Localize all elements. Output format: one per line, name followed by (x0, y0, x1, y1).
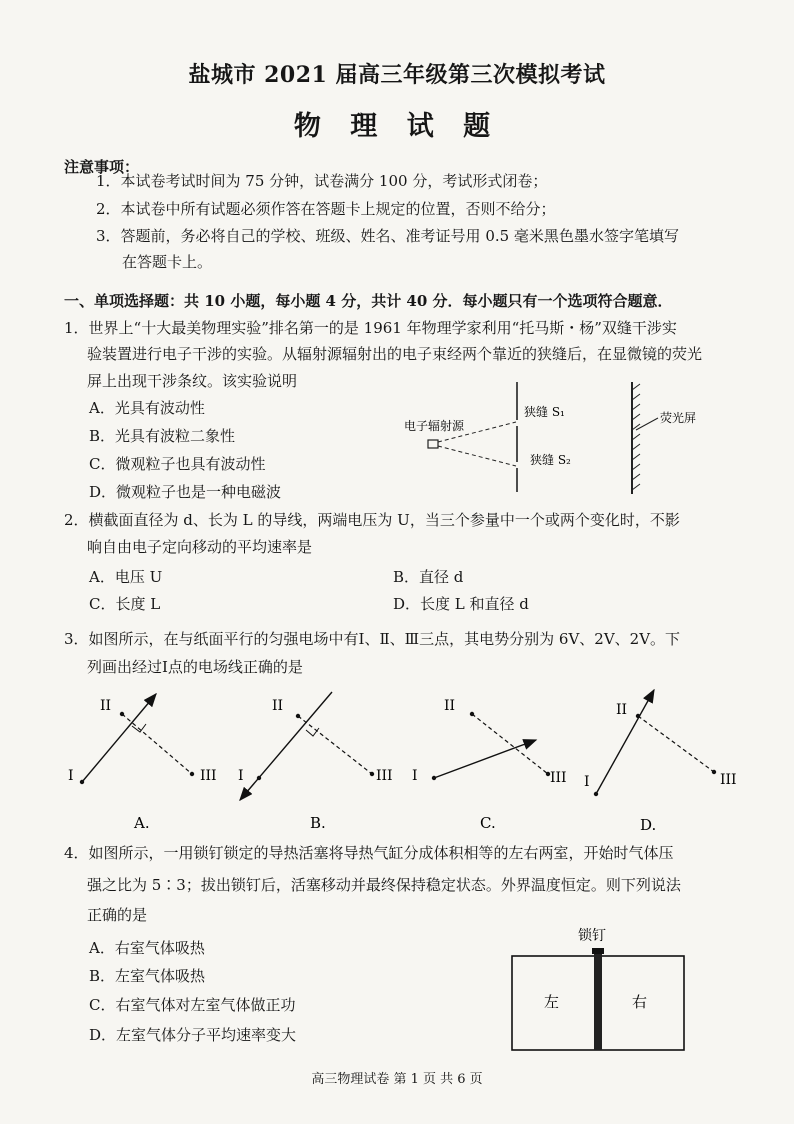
notice-item: 2．本试卷中所有试题必须作答在答题卡上规定的位置，否则不给分； (96, 200, 556, 218)
double-slit-figure (400, 378, 730, 498)
q1-option-c: C．微观粒子也具有波动性 (89, 455, 266, 473)
notice-item: 1．本试卷考试时间为 75 分钟，试卷满分 100 分，考试形式闭卷； (96, 172, 548, 190)
q3-stem: 列画出经过Ⅰ点的电场线正确的是 (87, 658, 303, 676)
slit2-label: 狭缝 S₂ (530, 453, 571, 467)
notice-item: 3．答题前，务必将自己的学校、班级、姓名、准考证号用 0.5 毫米黑色墨水签字笔填写 (96, 227, 679, 245)
cylinder-figure (508, 926, 688, 1056)
source-label: 电子辐射源 (404, 419, 465, 433)
page-footer: 高三物理试卷 第 1 页 共 6 页 (311, 1072, 483, 1087)
q1-option-a: A．光具有波动性 (89, 399, 205, 417)
q2-stem: 2．横截面直径为 d、长为 L 的导线，两端电压为 U，当三个参量中一个或两个变化时，不影 (64, 511, 680, 529)
q2-option-d: D．长度 L 和直径 d (393, 595, 529, 613)
figure-b (238, 692, 393, 832)
left-chamber-label: 左 (544, 993, 560, 1011)
label-p1: I (68, 768, 74, 784)
exam-title: 盐城市 2021 届高三年级第三次模拟考试 (188, 62, 606, 88)
option-label-d: D. (640, 816, 657, 834)
q2-option-b: B．直径 d (393, 568, 464, 586)
option-label-c: C. (480, 814, 496, 832)
q4-stem: 强之比为 5∶3；拔出锁钉后，活塞移动并最终保持稳定状态。外界温度恒定。则下列说法 (87, 876, 681, 894)
label-p1: I (412, 768, 418, 784)
screen-label: 荧光屏 (660, 411, 697, 425)
q2-stem: 响自由电子定向移动的平均速率是 (87, 538, 313, 556)
figure-a (68, 694, 217, 832)
figure-c (412, 698, 567, 832)
label-p3: III (200, 768, 217, 784)
pin-label: 锁钉 (578, 928, 606, 944)
field-line-figures (60, 688, 750, 838)
q4-stem: 4．如图所示，一用锁钉锁定的导热活塞将导热气缸分成体积相等的左右两室，开始时气体压 (64, 844, 674, 862)
q3-stem: 3．如图所示，在与纸面平行的匀强电场中有Ⅰ、Ⅱ、Ⅲ三点，其电势分别为 6V、2V、2V。下 (64, 630, 681, 648)
q1-stem: 验装置进行电子干涉的实验。从辐射源辐射出的电子束经两个靠近的狭缝后，在显微镜的荧光 (87, 345, 703, 363)
label-p2: II (444, 698, 456, 714)
label-p1: I (584, 774, 590, 790)
q1-stem: 屏上出现干涉条纹。该实验说明 (87, 372, 298, 390)
q4-option-c: C．右室气体对左室气体做正功 (89, 996, 296, 1014)
slit1-label: 狭缝 S₁ (524, 405, 565, 419)
q1-option-b: B．光具有波粒二象性 (89, 427, 236, 445)
right-chamber-label: 右 (632, 993, 648, 1011)
notice-heading: 注意事项： (64, 158, 140, 176)
option-label-b: B. (310, 814, 326, 832)
q2-option-c: C．长度 L (89, 595, 161, 613)
notice-item: 在答题卡上。 (122, 253, 213, 271)
option-label-a: A. (134, 814, 150, 832)
q4-stem: 正确的是 (87, 906, 148, 924)
label-p3: III (720, 772, 737, 788)
label-p2: II (100, 698, 112, 714)
figure-d (584, 690, 737, 834)
q4-option-a: A．右室气体吸热 (89, 939, 205, 957)
section-heading: 一、单项选择题：共 10 小题，每小题 4 分，共计 40 分．每小题只有一个选项符合题意． (64, 292, 673, 310)
subject-title: 物 理 试 题 (293, 111, 501, 142)
label-p1: I (238, 768, 244, 784)
label-p3: III (550, 770, 567, 786)
q4-option-b: B．左室气体吸热 (89, 967, 206, 985)
q4-option-d: D．左室气体分子平均速率变大 (89, 1026, 297, 1044)
q1-option-d: D．微观粒子也是一种电磁波 (89, 483, 282, 501)
label-p2: II (272, 698, 284, 714)
label-p2: II (616, 702, 628, 718)
q2-option-a: A．电压 U (89, 568, 163, 586)
label-p3: III (376, 768, 393, 784)
q1-stem: 1．世界上“十大最美物理实验”排名第一的是 1961 年物理学家利用“托马斯・杨”双缝干涉实 (64, 319, 677, 337)
